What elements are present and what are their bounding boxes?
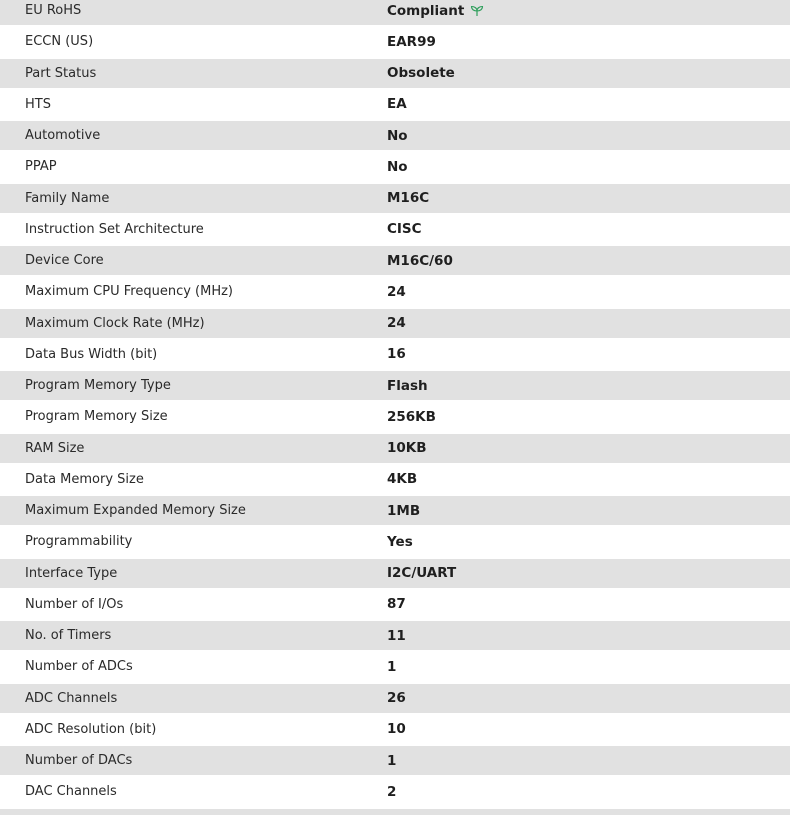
spec-label: No. of Timers: [25, 628, 112, 644]
spec-label: Maximum Clock Rate (MHz): [25, 315, 205, 331]
spec-value-text: Compliant: [387, 2, 465, 19]
spec-value: 10KB: [387, 440, 427, 457]
spec-value: Yes: [387, 533, 413, 550]
spec-label: ECCN (US): [25, 34, 94, 50]
spec-label: Part Status: [25, 65, 97, 81]
spec-value: 1: [387, 752, 397, 769]
spec-label: Maximum Expanded Memory Size: [25, 503, 246, 519]
spec-label: ADC Channels: [25, 690, 118, 706]
spec-row-adc-resolution: [0, 715, 790, 746]
spec-label: Data Bus Width (bit): [25, 346, 158, 362]
spec-value: 1MB: [387, 502, 421, 519]
spec-label: Number of I/Os: [25, 596, 124, 612]
spec-label: Data Memory Size: [25, 471, 144, 487]
spec-value: EAR99: [387, 33, 436, 50]
spec-value: 10: [387, 721, 406, 738]
spec-row-data-memory-size: [0, 465, 790, 496]
spec-value: Obsolete: [387, 65, 455, 82]
spec-value: 1: [387, 658, 397, 675]
spec-value: CISC: [387, 221, 422, 238]
spec-row-ppap: [0, 152, 790, 183]
spec-row-family-name: [0, 184, 790, 215]
spec-value: 256KB: [387, 408, 436, 425]
spec-row-max-expanded-memory-size: [0, 496, 790, 527]
spec-row-eccn: [0, 27, 790, 58]
spec-label: PPAP: [25, 159, 57, 175]
spec-value: Flash: [387, 377, 428, 394]
spec-value: 24: [387, 315, 406, 332]
spec-row-programmability: [0, 527, 790, 558]
spec-label: Interface Type: [25, 565, 118, 581]
spec-value: M16C/60: [387, 252, 453, 269]
spec-row-eu-rohs: [0, 0, 790, 27]
spec-value: 16: [387, 346, 406, 363]
spec-label: DAC Channels: [25, 784, 117, 800]
next-row-edge: [0, 809, 790, 815]
spec-value: 4KB: [387, 471, 418, 488]
spec-label: Family Name: [25, 190, 110, 206]
spec-row-part-status: [0, 59, 790, 90]
spec-label: Program Memory Size: [25, 409, 168, 425]
spec-row-max-cpu-frequency: [0, 277, 790, 308]
spec-value: [387, 3, 484, 19]
spec-value: M16C: [387, 190, 430, 207]
spec-value: EA: [387, 96, 407, 113]
spec-row-automotive: [0, 121, 790, 152]
spec-label: Automotive: [25, 128, 101, 144]
spec-value: I2C/UART: [387, 565, 457, 582]
spec-label: ADC Resolution (bit): [25, 721, 157, 737]
spec-row-device-core: [0, 246, 790, 277]
spec-row-number-of-adcs: [0, 652, 790, 683]
spec-row-dac-channels: [0, 777, 790, 808]
spec-row-no-of-timers: [0, 621, 790, 652]
spec-row-number-of-dacs: [0, 746, 790, 777]
spec-row-interface-type: [0, 559, 790, 590]
spec-value: 2: [387, 783, 397, 800]
spec-label: Number of ADCs: [25, 659, 133, 675]
spec-value: No: [387, 158, 408, 175]
spec-value: 87: [387, 596, 406, 613]
spec-row-program-memory-size: [0, 402, 790, 433]
spec-row-data-bus-width: [0, 340, 790, 371]
spec-label: Programmability: [25, 534, 133, 550]
spec-label: RAM Size: [25, 440, 85, 456]
spec-label: Instruction Set Architecture: [25, 221, 204, 237]
spec-label: Device Core: [25, 253, 104, 269]
spec-value: 11: [387, 627, 406, 644]
spec-row-isa: [0, 215, 790, 246]
spec-row-ram-size: [0, 434, 790, 465]
spec-row-hts: [0, 90, 790, 121]
spec-label: Number of DACs: [25, 753, 133, 769]
leaf-icon: [470, 5, 484, 17]
spec-value: 26: [387, 690, 406, 707]
spec-label: HTS: [25, 96, 51, 112]
spec-row-program-memory-type: [0, 371, 790, 402]
spec-row-adc-channels: [0, 684, 790, 715]
spec-row-max-clock-rate: [0, 309, 790, 340]
spec-label: Program Memory Type: [25, 378, 171, 394]
spec-value: 24: [387, 283, 406, 300]
spec-label: EU RoHS: [25, 3, 82, 19]
spec-value: No: [387, 127, 408, 144]
spec-row-number-of-ios: [0, 590, 790, 621]
spec-label: Maximum CPU Frequency (MHz): [25, 284, 233, 300]
